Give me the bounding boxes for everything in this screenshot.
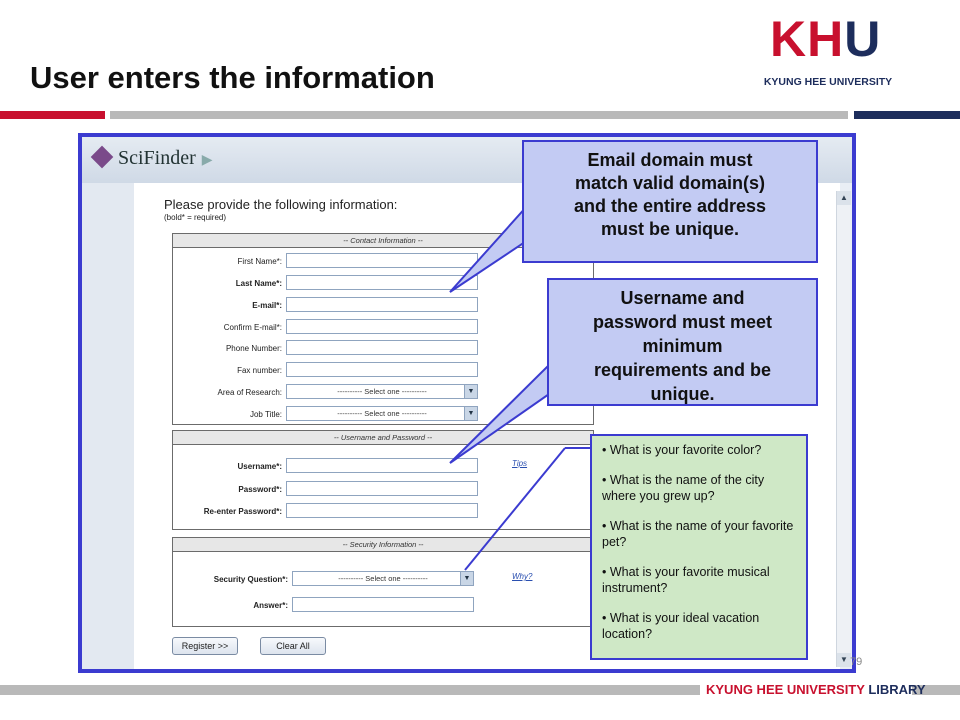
email-callout-line: must be unique. [600,219,739,239]
email-callout-line: and the entire address [573,196,767,216]
tips-link[interactable]: Tips [512,459,528,468]
security-section-heading: -- Security Information -- [173,538,593,552]
email-label: E-mail*: [252,301,282,310]
khu-logo-mark: KHU [770,11,882,67]
scroll-up-icon[interactable]: ▲ [837,191,851,205]
chevron-down-icon[interactable]: ▼ [464,385,477,398]
khu-logo-caption: KYUNG HEE UNIVERSITY [763,76,893,88]
password-label: Password*: [238,485,282,494]
reenter-password-label: Re-enter Password*: [203,507,282,516]
register-button[interactable]: Register >> [172,637,238,655]
credentials-callout-line: requirements and be [593,360,772,380]
email-callout-line: Email domain must [587,150,753,170]
security-question-item: • What is your favorite musical instrument? [602,565,770,595]
clear-all-button[interactable]: Clear All [260,637,326,655]
email-callout-pointer [450,205,528,292]
phone-label: Phone Number: [225,344,282,353]
security-question-item: • What is your favorite color? [602,443,762,457]
credentials-callout-pointer [450,362,552,463]
page-number-fragment: 79 [850,656,863,668]
email-callout-line: match valid domain(s) [574,173,766,193]
username-label: Username*: [237,462,282,471]
question-callout-pointer-b [465,448,565,570]
security-question-item: • What is the name of your favorite pet? [602,519,794,549]
chevron-down-icon[interactable]: ▼ [460,572,473,585]
security-question-select-value: ---------- Select one ---------- [338,574,428,583]
footer-divider-gray [0,685,700,695]
email-rule-callout [522,140,818,263]
security-question-item: • What is the name of the city where you grew up? [602,473,765,503]
confirm-email-label: Confirm E-mail*: [223,323,282,332]
required-note: (bold* = required) [164,213,227,222]
credentials-rule-callout [547,278,818,406]
credentials-callout-line: unique. [650,384,715,404]
first-name-label: First Name*: [237,257,282,266]
research-select-value: ---------- Select one ---------- [337,387,427,396]
credentials-section-heading: -- Username and Password -- [173,431,593,445]
arrow-right-icon: ▶ [201,153,213,168]
security-question-label: Security Question*: [213,575,288,584]
research-label: Area of Research: [217,388,282,397]
scifinder-logo: SciFinder ▶ [94,147,213,170]
credentials-callout-line: password must meet [592,312,773,332]
job-title-label: Job Title: [249,410,282,419]
scroll-down-icon[interactable]: ▼ [837,653,851,667]
job-title-select-value: ---------- Select one ---------- [337,409,427,418]
last-name-label: Last Name*: [235,279,282,288]
slide-title: User enters the information [30,60,435,95]
credentials-callout-line: minimum [642,336,723,356]
security-question-item: • What is your ideal vacation location? [602,611,760,641]
security-questions-list [590,434,808,660]
footer-library-label: KYUNG HEE UNIVERSITY LIBRARY [706,682,926,697]
credentials-callout-line: Username and [620,288,745,308]
contact-section-heading: -- Contact Information -- [173,234,593,248]
chevron-down-icon[interactable]: ▼ [464,407,477,420]
answer-label: Answer*: [253,601,288,610]
form-intro: Please provide the following information: [164,197,398,212]
why-link[interactable]: Why? [512,572,533,581]
fax-label: Fax number: [237,366,282,375]
